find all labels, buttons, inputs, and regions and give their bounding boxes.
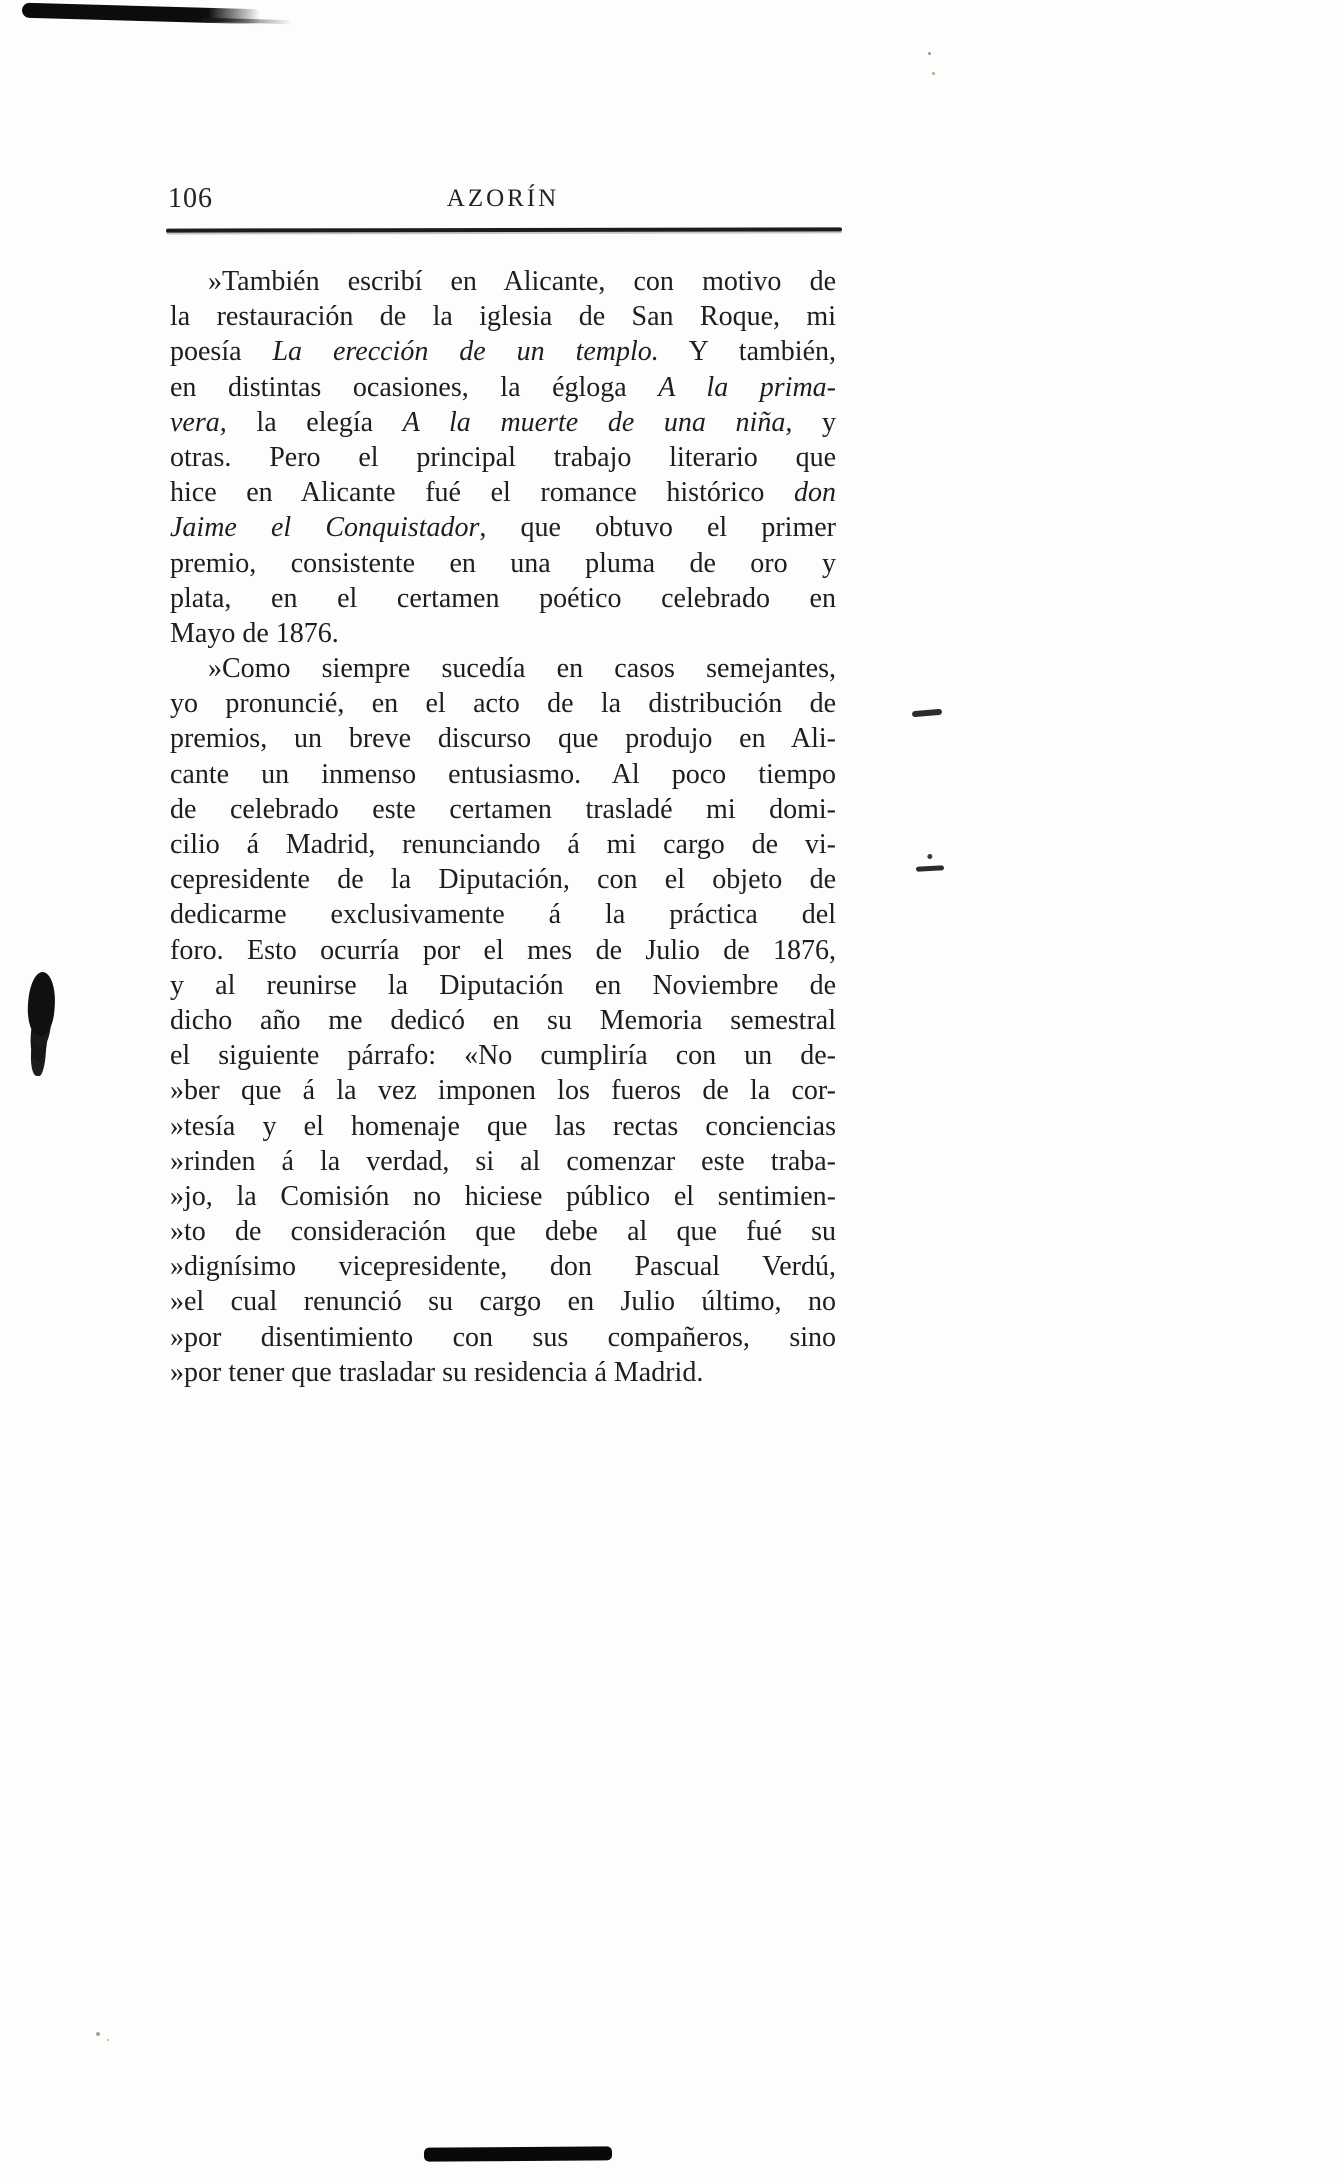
text-line <box>170 475 836 510</box>
text-segment: dicho año me dedicó en su Memoria semestral <box>170 1004 836 1036</box>
text-segment: la restauración de la iglesia de San Roque, mi <box>170 301 836 333</box>
text-line <box>170 1214 836 1249</box>
text-line <box>170 792 836 827</box>
text-segment: premios, un breve discurso que produjo en Ali- <box>170 723 836 755</box>
text-line <box>170 1320 836 1355</box>
text-line <box>170 757 836 792</box>
italic-text-segment: A la muerte de una niña, <box>402 406 793 438</box>
text-line <box>170 721 836 756</box>
text-segment: »dignísimo vicepresidente, don Pascual Verdú, <box>170 1251 836 1283</box>
text-line <box>170 616 836 651</box>
scan-speck-bottom-left <box>96 2032 100 2036</box>
text-line <box>170 686 836 721</box>
text-line <box>170 1144 836 1179</box>
text-segment: cepresidente de la Diputación, con el objeto de <box>170 864 836 896</box>
scan-speck-top-right <box>928 52 931 55</box>
text-segment: otras. Pero el principal trabajo literario que <box>170 441 836 473</box>
text-line <box>170 1109 836 1144</box>
text-line <box>170 581 836 616</box>
text-segment: »por disentimiento con sus compañeros, sino <box>170 1321 836 1353</box>
text-line <box>170 1249 836 1284</box>
text-segment: yo pronuncié, en el acto de la distribución de <box>170 688 836 720</box>
text-segment: en distintas ocasiones, la égloga <box>170 371 659 403</box>
text-segment: Y también, <box>658 336 836 368</box>
text-segment: »jo, la Comisión no hiciese público el sentimien- <box>170 1180 836 1212</box>
text-line <box>170 862 836 897</box>
text-segment: el siguiente párrafo: «No cumpliría con un de- <box>170 1040 836 1072</box>
text-line <box>170 1038 836 1073</box>
text-line <box>170 299 836 334</box>
scan-artifact-bottom-bar <box>424 2146 612 2161</box>
text-segment: »rinden á la verdad, si al comenzar este traba- <box>170 1145 836 1177</box>
text-line <box>170 370 836 405</box>
text-line <box>170 264 836 299</box>
scan-mark-right-margin-2 <box>916 865 944 871</box>
page-header <box>168 180 838 216</box>
text-segment: cilio á Madrid, renunciando á mi cargo de vi- <box>170 829 836 860</box>
text-line <box>170 1003 836 1038</box>
text-line <box>170 897 836 932</box>
text-segment: »el cual renunció su cargo en Julio último, no <box>170 1286 836 1318</box>
text-segment: »por tener que trasladar su residencia á Madrid. <box>170 1356 704 1388</box>
text-segment: poesía <box>170 336 273 368</box>
scan-mark-right-margin-1 <box>912 709 942 718</box>
text-line <box>170 405 836 440</box>
text-segment: foro. Esto ocurría por el mes de Julio de 1876, <box>170 934 836 966</box>
running-head: AZORÍN <box>446 185 560 212</box>
header-rule <box>166 227 842 232</box>
text-segment: , que obtuvo el primer <box>479 512 836 544</box>
text-segment: la elegía <box>226 406 403 438</box>
scan-blob-left-edge <box>25 971 59 1037</box>
text-line <box>170 827 836 862</box>
text-segment: Mayo de 1876. <box>170 617 339 649</box>
text-segment: y <box>792 406 836 438</box>
text-line <box>170 968 836 1003</box>
italic-text-segment: don <box>794 477 836 509</box>
text-segment: premio, consistente en una pluma de oro y <box>170 547 836 579</box>
text-line <box>170 440 836 475</box>
text-segment: »to de consideración que debe al que fué su <box>170 1216 836 1248</box>
text-segment: y al reunirse la Diputación en Noviembre de <box>170 969 836 1001</box>
text-segment: dedicarme exclusivamente á la práctica del <box>170 899 836 931</box>
text-segment: de celebrado este certamen trasladé mi domi- <box>170 793 836 825</box>
text-segment: plata, en el certamen poético celebrado en <box>170 582 836 614</box>
italic-text-segment: Jaime el Conquistador <box>170 512 480 544</box>
text-segment: »ber que á la vez imponen los fueros de la cor- <box>170 1075 836 1107</box>
text-block <box>170 264 836 1390</box>
text-line <box>170 334 836 369</box>
page-number: 106 <box>168 183 213 214</box>
text-segment: cante un inmenso entusiasmo. Al poco tiempo <box>170 758 836 790</box>
scan-artifact-top-left-bar <box>22 3 260 25</box>
text-line <box>170 1073 836 1108</box>
text-line <box>170 1355 836 1390</box>
text-line <box>170 1179 836 1214</box>
text-line <box>170 1284 836 1319</box>
text-line <box>170 510 836 545</box>
italic-text-segment: La erección de un templo. <box>272 336 659 368</box>
text-segment: »También escribí en Alicante, con motivo de <box>208 266 836 297</box>
italic-text-segment: A la prima- <box>658 371 836 403</box>
italic-text-segment: vera, <box>170 406 227 438</box>
text-line <box>170 933 836 968</box>
text-segment: hice en Alicante fué el romance histórico <box>170 477 794 509</box>
text-line <box>170 546 836 581</box>
text-segment: »tesía y el homenaje que las rectas conciencias <box>170 1110 836 1142</box>
text-line <box>170 651 836 686</box>
text-segment: »Como siempre sucedía en casos semejantes, <box>208 653 836 685</box>
